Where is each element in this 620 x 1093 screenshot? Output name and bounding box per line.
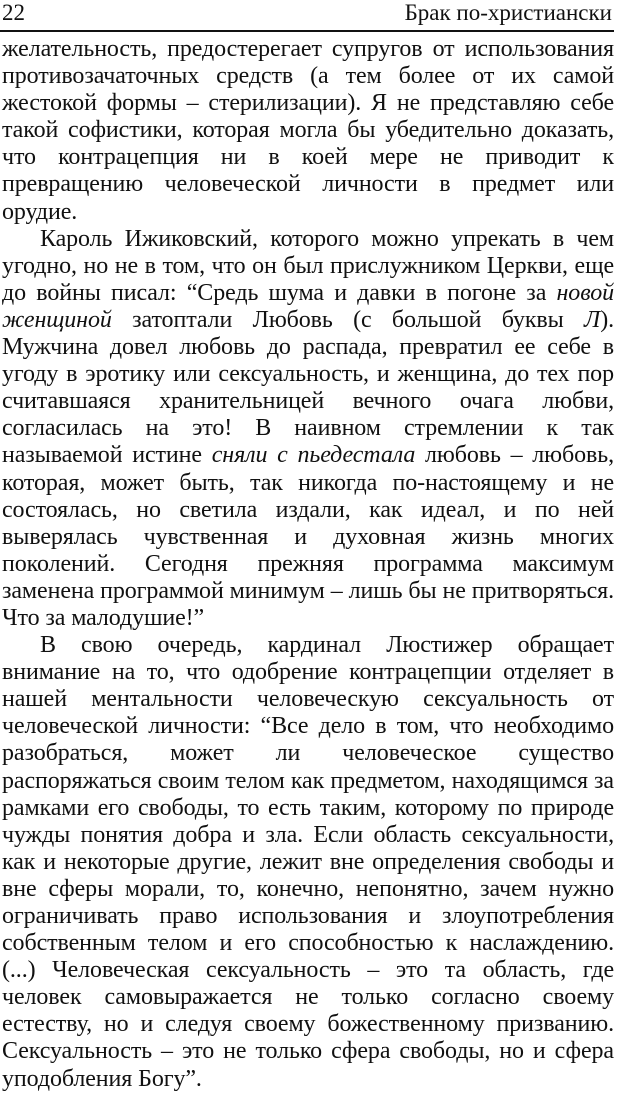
page-number: 22 (2, 0, 25, 25)
text-run: Кароль Ижиковский, которого можно упрекать в чем угодно, но не в том, что он был прислужником Церкви, еще до войны писал: “Средь шума и давки в погоне за (2, 225, 614, 306)
running-title: Брак по-христиански (404, 0, 612, 25)
header-rule (0, 30, 614, 32)
running-header (2, 0, 612, 30)
paragraph-lustiger-quote: В свою очередь, кардинал Люстижер обращает внимание на то, что одобрение контрацепции отделяет в нашей ментальности человеческую сексуальность от человеческой личности: “Все дело в том, что необходимо разобраться, может ли человеческое существо распоряжаться своим телом как предметом, находящимся за рамками его свободы, то есть таким, которому по природе чужды понятия добра и зла. Если область сексуальности, как и некоторые другие, лежит вне определения свободы и вне сферы морали, то, конечно, непонятно, зачем нужно ограничивать право использования и злоупотребления собственным телом и его способностью к наслаждению. (...) Человеческая сексуальность – это та область, где человек самовыражается не только согласно своему естеству, но и следуя своему божественному призванию. Сексуальность – это не только сфера свободы, но и сфера уподобления Богу”. (2, 632, 614, 1092)
text-run: ). Мужчина довел любовь до распада, превратил ее себе в угоду в эротику или сексуальность, и женщина, до тех пор считавшаяся хранительницей вечного очага любви, согласилась на это! В наивном стремлении к так называемой истине (2, 306, 614, 469)
italic-letter: Л (584, 306, 601, 333)
text-run: любовь – любовь, которая, может быть, так никогда по-настоящему и не состоялась, но светила издали, как идеал, и по ней выверялась чувственная и духовная жизнь многих поколений. Сегодня прежняя программа максимум заменена программой минимум – лишь бы не притворяться. Что за малодушие!” (2, 442, 614, 631)
page-body (2, 36, 614, 1093)
italic-phrase: сняли с пьедестала (211, 442, 416, 469)
paragraph-irzykowski-quote (2, 226, 614, 632)
italic-phrase: новой женщиной (2, 279, 614, 333)
text-run: затоптали Любовь (с большой буквы (111, 306, 585, 333)
paragraph-continuation: желательность, предостерегает супругов от использования противозачаточных средств (а тем более от их самой жестокой формы – стерилизации). Я не представляю себе такой софистики, которая могла бы убедительно доказать, что контрацепция ни в коей мере не приводит к превращению человеческой личности в предмет или орудие. (2, 36, 614, 225)
